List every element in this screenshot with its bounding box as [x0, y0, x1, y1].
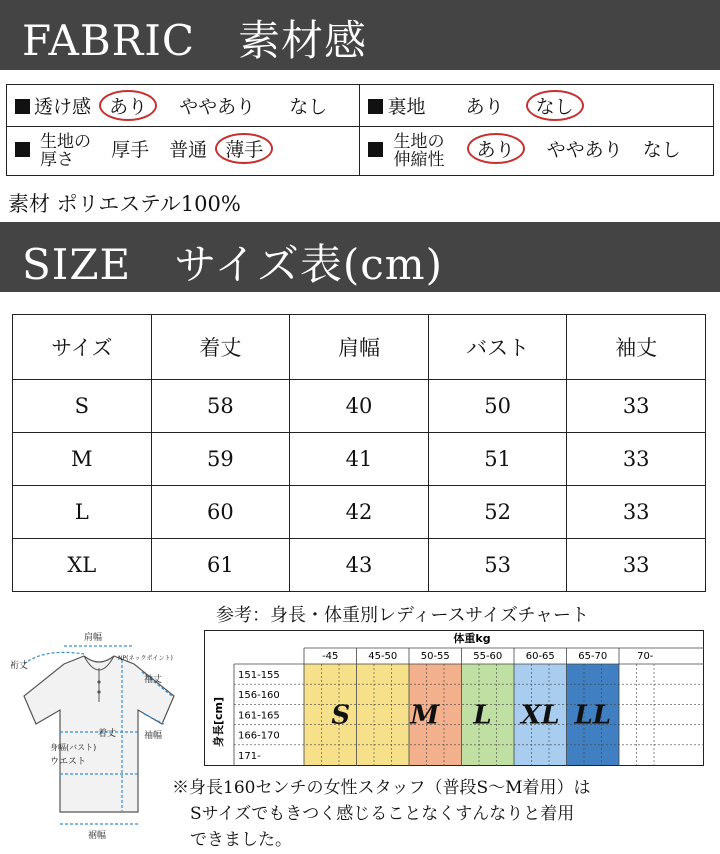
size-cell: 53 — [428, 538, 567, 591]
garment-label: 袖幅 — [144, 731, 163, 741]
note-line: できました。 — [190, 830, 292, 850]
table-row — [13, 538, 706, 591]
size-cell: 61 — [151, 538, 290, 591]
size-header-cell: 袖丈 — [567, 315, 706, 380]
size-cell: L — [13, 485, 152, 538]
table-row — [13, 379, 706, 432]
fabric-title: FABRIC 素材感 — [22, 16, 368, 65]
weight-label: 60-65 — [525, 651, 555, 662]
size-cell: 59 — [151, 432, 290, 485]
bullet-square-icon — [15, 142, 30, 157]
fabric-option-selected: 薄手 — [215, 133, 273, 164]
fabric-label: 透け感 — [34, 96, 92, 119]
size-header — [0, 222, 720, 292]
size-cell: 42 — [290, 485, 429, 538]
fabric-label: 生地の 伸縮性 — [393, 132, 445, 171]
table-row — [13, 485, 706, 538]
reference-title: 参考：身長・体重別レディースサイズチャート — [216, 605, 589, 626]
height-header: 身長[cm] — [212, 696, 225, 748]
size-zone-label: XL — [521, 700, 560, 731]
size-cell: 41 — [290, 432, 429, 485]
size-cell: M — [13, 432, 152, 485]
fabric-option: なし — [289, 96, 328, 119]
garment-label: 肩幅 — [84, 633, 103, 643]
size-cell: 43 — [290, 538, 429, 591]
fabric-table — [6, 84, 714, 176]
fabric-header — [0, 0, 720, 70]
weight-label: 65-70 — [578, 651, 608, 662]
fabric-cell-lining — [360, 85, 714, 127]
size-cell: 33 — [567, 538, 706, 591]
size-zone-label: M — [410, 700, 440, 731]
size-cell: 40 — [290, 379, 429, 432]
garment-label: 裾幅 — [88, 831, 107, 841]
size-header-cell: バスト — [428, 315, 567, 380]
size-cell: 33 — [567, 432, 706, 485]
fabric-label: 裏地 — [387, 96, 426, 119]
height-label: 171- — [238, 750, 261, 762]
fabric-option: ややあり — [179, 96, 256, 119]
material-text: 素材 ポリエステル100% — [8, 192, 241, 216]
size-zone-label: LL — [574, 700, 612, 731]
fabric-option: 普通 — [169, 139, 208, 162]
fabric-option-selected: あり — [467, 133, 525, 164]
fabric-label: 生地の 厚さ — [40, 132, 92, 171]
bullet-square-icon — [15, 99, 30, 114]
height-label: 151-155 — [238, 670, 280, 681]
size-cell: 33 — [567, 379, 706, 432]
size-header-cell: 着丈 — [151, 315, 290, 380]
weight-header: 体重kg — [453, 632, 491, 645]
size-header-cell: 肩幅 — [290, 315, 429, 380]
table-row — [13, 432, 706, 485]
fabric-cell-thickness — [7, 127, 360, 176]
fabric-option: ややあり — [546, 139, 623, 162]
size-cell: 33 — [567, 485, 706, 538]
size-table-header — [13, 315, 706, 380]
garment-label: ウエスト — [50, 757, 87, 767]
fabric-option-selected: なし — [526, 90, 584, 121]
size-cell: XL — [13, 538, 152, 591]
fabric-option: 厚手 — [111, 139, 150, 162]
size-zone-label: L — [473, 700, 492, 731]
size-cell: 51 — [428, 432, 567, 485]
size-cell: 60 — [151, 485, 290, 538]
size-zone-label: S — [331, 700, 351, 731]
size-cell: 52 — [428, 485, 567, 538]
height-label: 156-160 — [238, 690, 280, 702]
fabric-option: なし — [642, 139, 681, 162]
weight-label: 55-60 — [473, 651, 503, 662]
weight-label: 45-50 — [368, 651, 398, 662]
fabric-cell-stretch — [360, 127, 714, 176]
size-table — [12, 314, 706, 592]
bullet-square-icon — [368, 99, 383, 114]
fabric-option-selected: あり — [99, 90, 157, 121]
size-cell: 58 — [151, 379, 290, 432]
garment-label: 身幅(バスト) — [50, 743, 97, 752]
fabric-cell-sheerness — [7, 85, 360, 127]
fabric-option: あり — [465, 96, 504, 119]
garment-diagram — [4, 624, 194, 844]
size-cell: 50 — [428, 379, 567, 432]
chart-column-fill — [619, 664, 672, 765]
height-label: 166-170 — [238, 730, 280, 742]
size-header-cell: サイズ — [13, 315, 152, 380]
height-label: 161-165 — [238, 710, 280, 722]
weight-label: -45 — [322, 651, 339, 662]
garment-label: 袖丈 — [144, 675, 163, 685]
chart-column-fill — [357, 664, 410, 765]
note-line: ※身長160センチの女性スタッフ（普段S〜M着用）は — [172, 778, 591, 798]
weight-label: 70- — [637, 651, 654, 662]
bullet-square-icon — [368, 142, 383, 157]
size-title: SIZE サイズ表(cm) — [22, 240, 443, 289]
note-line: Sサイズでもきつく感じることなくすんなりと着用 — [190, 804, 575, 824]
weight-height-chart — [204, 630, 704, 766]
garment-label: 着丈 — [98, 729, 117, 739]
garment-label: 裄丈 — [10, 661, 29, 671]
note — [172, 775, 591, 853]
weight-label: 50-55 — [420, 651, 450, 662]
garment-label: NP(ネックポイント) — [118, 655, 173, 662]
size-cell: S — [13, 379, 152, 432]
